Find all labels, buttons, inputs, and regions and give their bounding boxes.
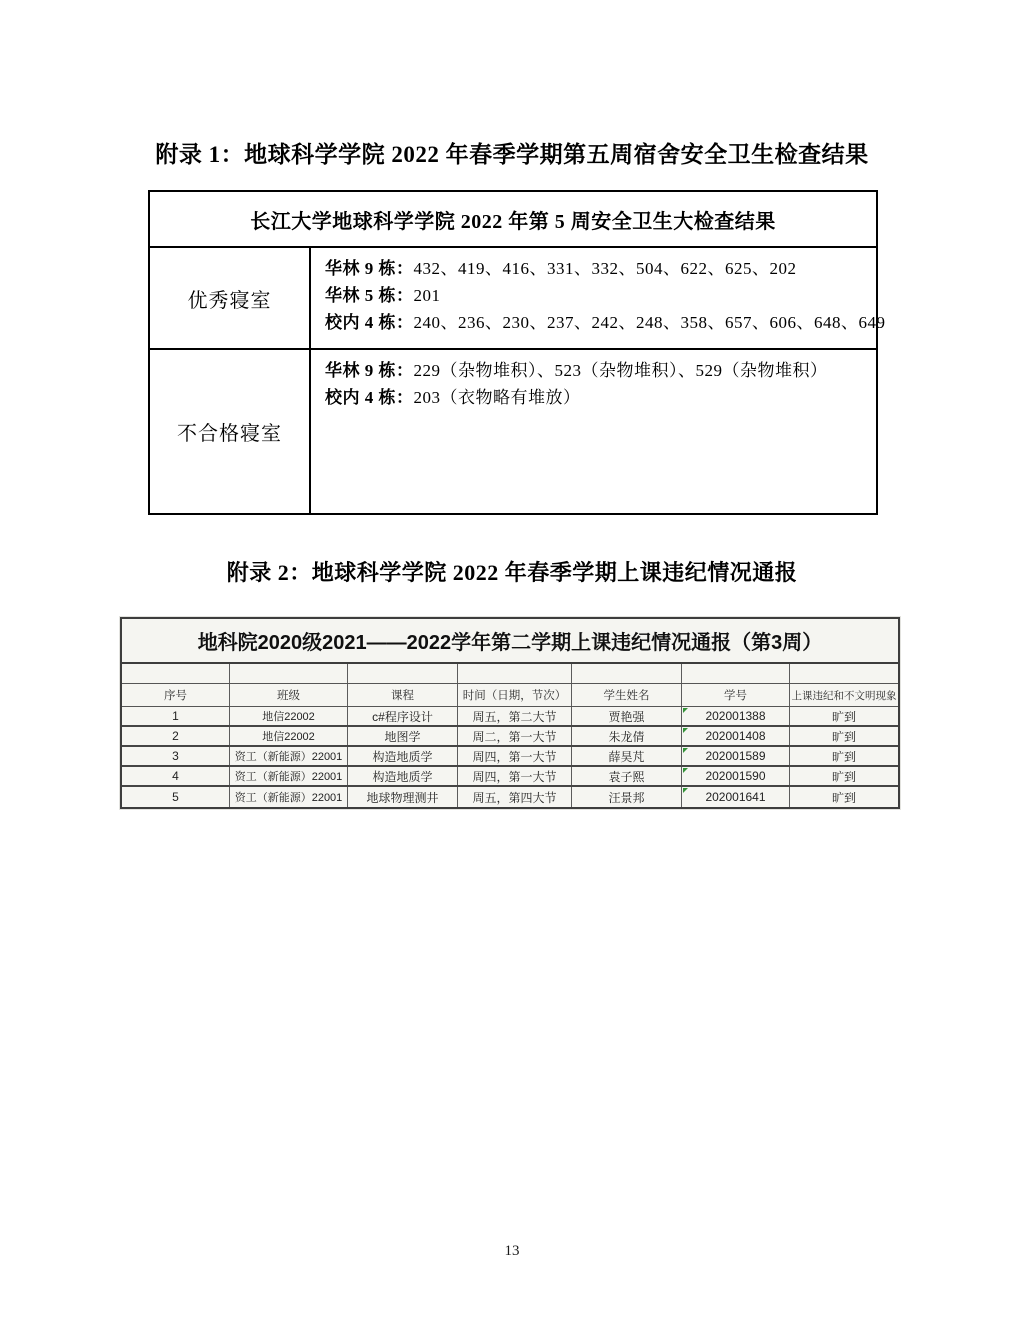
table-row-failed-dorms — [150, 348, 876, 513]
table-row — [122, 747, 898, 767]
table-row-excellent-dorms — [150, 248, 886, 348]
green-corner-marker — [683, 748, 688, 753]
table-row — [122, 767, 898, 787]
student-id-text: 202001408 — [705, 729, 766, 743]
cell-seq: 4 — [122, 767, 230, 785]
green-corner-marker — [683, 788, 688, 793]
cell-class: 地信22002 — [230, 727, 348, 745]
cell-student-id — [682, 787, 790, 807]
room-numbers: 203（衣物略有堆放） — [413, 388, 581, 407]
cell-student-name: 薛昊芃 — [572, 747, 682, 765]
cell-student-id — [682, 727, 790, 745]
room-numbers: 432、419、416、331、332、504、622、625、202 — [413, 259, 797, 278]
col-header-student-name: 学生姓名 — [572, 684, 682, 706]
cell-class: 资工（新能源）22001 — [230, 767, 348, 785]
cell-course: 地球物理测井 — [348, 787, 458, 807]
cell-course: 构造地质学 — [348, 767, 458, 785]
col-header-class: 班级 — [230, 684, 348, 706]
building-line — [325, 357, 870, 384]
cell-time: 周四，第一大节 — [458, 767, 572, 785]
cell-seq: 1 — [122, 707, 230, 725]
appendix2-table-title: 地科院2020级2021——2022学年第二学期上课违纪情况通报（第3周） — [122, 619, 898, 664]
col-header-student-id: 学号 — [682, 684, 790, 706]
cell-student-name: 贾艳强 — [572, 707, 682, 725]
building-label: 华林 9 栋： — [325, 259, 414, 278]
cell-violation: 旷到 — [831, 790, 856, 805]
building-line — [325, 384, 870, 411]
building-label: 华林 9 栋： — [325, 361, 414, 380]
student-id-text: 202001388 — [705, 709, 766, 723]
student-id-text: 202001641 — [705, 790, 766, 804]
page-number: 13 — [504, 1243, 520, 1259]
cell-course: 构造地质学 — [348, 747, 458, 765]
spacer-row — [122, 664, 898, 684]
room-numbers: 201 — [413, 286, 441, 305]
cell-seq: 3 — [122, 747, 230, 765]
green-corner-marker — [683, 708, 688, 713]
cell-student-id — [682, 747, 790, 765]
col-header-seq: 序号 — [122, 684, 230, 706]
cell-violation: 旷到 — [831, 709, 856, 724]
green-corner-marker — [683, 768, 688, 773]
building-line — [325, 255, 886, 282]
building-line — [325, 309, 886, 336]
green-corner-marker — [683, 728, 688, 733]
appendix1-title: 附录 1：地球科学学院 2022 年春季学期第五周宿舍安全卫生检查结果 — [155, 142, 869, 167]
row-label-excellent: 优秀寝室 — [150, 248, 311, 348]
cell-student-name: 朱龙倩 — [572, 727, 682, 745]
col-header-time: 时间（日期，节次） — [458, 684, 572, 706]
cell-seq: 2 — [122, 727, 230, 745]
room-numbers: 240、236、230、237、242、248、358、657、606、648、649 — [413, 313, 886, 332]
building-line — [325, 282, 886, 309]
appendix1-table-header: 长江大学地球科学学院 2022 年第 5 周安全卫生大检查结果 — [150, 192, 876, 248]
appendix2-table-image — [120, 617, 900, 809]
cell-violation: 旷到 — [831, 729, 856, 744]
cell-time: 周五，第二大节 — [458, 707, 572, 725]
cell-class: 地信22002 — [230, 707, 348, 725]
room-numbers: 229（杂物堆积）、523（杂物堆积）、529（杂物堆积） — [413, 361, 828, 380]
cell-class: 资工（新能源）22001 — [230, 747, 348, 765]
header-row — [122, 684, 898, 707]
building-label: 校内 4 栋： — [325, 313, 414, 332]
cell-seq: 5 — [122, 787, 230, 807]
cell-time: 周四，第一大节 — [458, 747, 572, 765]
col-header-course: 课程 — [348, 684, 458, 706]
cell-student-name: 袁子熙 — [572, 767, 682, 785]
col-header-violation: 上课违纪和不文明现象 — [791, 689, 897, 702]
cell-time: 周二，第一大节 — [458, 727, 572, 745]
cell-course: c#程序设计 — [348, 707, 458, 725]
row-content-excellent — [311, 248, 892, 348]
cell-class: 资工（新能源）22001 — [230, 787, 348, 807]
cell-violation: 旷到 — [831, 749, 856, 764]
row-label-failed: 不合格寝室 — [150, 350, 311, 513]
appendix2-title: 附录 2：地球科学学院 2022 年春季学期上课违纪情况通报 — [226, 560, 798, 585]
cell-course: 地图学 — [348, 727, 458, 745]
table-row — [122, 707, 898, 727]
cell-student-name: 汪景邦 — [572, 787, 682, 807]
student-id-text: 202001590 — [705, 769, 766, 783]
appendix1-table — [148, 190, 886, 515]
table-row — [122, 787, 898, 807]
building-label: 华林 5 栋： — [325, 286, 414, 305]
row-content-failed — [311, 350, 876, 513]
cell-time: 周五，第四大节 — [458, 787, 572, 807]
building-label: 校内 4 栋： — [325, 388, 414, 407]
cell-violation: 旷到 — [831, 769, 856, 784]
cell-student-id — [682, 707, 790, 725]
student-id-text: 202001589 — [705, 749, 766, 763]
cell-student-id — [682, 767, 790, 785]
table-row — [122, 727, 898, 747]
